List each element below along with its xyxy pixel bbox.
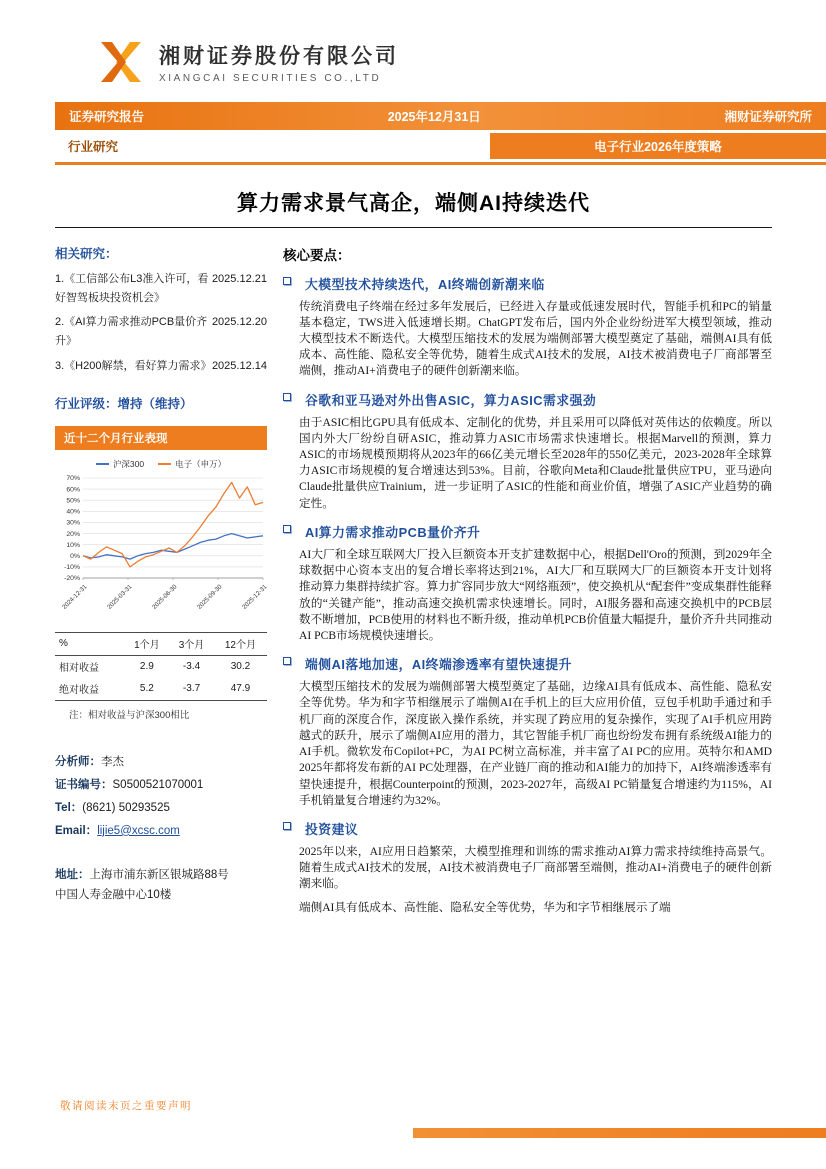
svg-text:40%: 40%	[66, 508, 80, 516]
col-header: 1个月	[134, 640, 160, 652]
sidebar	[55, 244, 267, 923]
section-llm-iteration	[299, 274, 772, 380]
table-row	[55, 655, 267, 678]
tel-line	[55, 797, 267, 820]
col-header: %	[59, 638, 68, 650]
svg-text:60%: 60%	[66, 486, 80, 494]
report-date: 2025年12月31日	[387, 110, 481, 124]
svg-text:2024-12-31: 2024-12-31	[61, 583, 89, 611]
table-note: 注：相对收益与沪深300相比	[69, 709, 190, 721]
square-bullet-icon	[283, 277, 291, 285]
cell: 30.2	[230, 661, 251, 673]
footer-disclaimer: 敬请阅读末页之重要声明	[60, 1100, 192, 1112]
cert-line	[55, 774, 267, 797]
analyst-line	[55, 751, 267, 774]
svg-text:30%: 30%	[66, 519, 80, 527]
col-header: 3个月	[178, 640, 205, 652]
related-research-item	[55, 313, 267, 352]
section-header-text: 大模型技术持续迭代，AI终端创新潮来临	[305, 276, 545, 292]
report-category-label: 行业研究	[68, 140, 119, 154]
related-research-date: 2025.12.20	[211, 316, 267, 328]
core-points-heading: 核心要点：	[283, 247, 351, 263]
email-link[interactable]: lijie5@xcsc.com	[97, 824, 180, 837]
related-research-item	[55, 270, 267, 309]
section-header-text: 谷歌和亚马逊对外出售ASIC，算力ASIC需求强劲	[305, 392, 597, 408]
section-asic-demand	[299, 390, 772, 512]
related-research-date: 2025.12.21	[211, 272, 267, 285]
section-edge-ai	[299, 654, 772, 809]
performance-line-chart	[55, 472, 267, 624]
cell: 47.9	[230, 683, 251, 695]
legend-label: 电子（申万）	[175, 458, 227, 469]
address-line1	[55, 865, 267, 886]
cert-number: S0500521070001	[112, 778, 204, 791]
square-bullet-icon	[283, 657, 291, 665]
report-title: 算力需求景气高企，端侧AI持续迭代	[237, 191, 590, 215]
chart-header-strip: 近十二个月行业表现	[55, 426, 267, 450]
header-band-row2	[55, 133, 826, 159]
square-bullet-icon	[283, 393, 291, 401]
analyst-info	[55, 751, 267, 843]
performance-table	[55, 632, 267, 701]
section-header	[283, 522, 772, 541]
hs300-line-swatch	[96, 463, 109, 465]
header-band-row1	[55, 102, 826, 130]
header-band	[55, 102, 826, 165]
row-label: 绝对收益	[59, 685, 99, 697]
square-bullet-icon	[283, 822, 291, 830]
company-name-en: XIANGCAI SECURITIES CO.,LTD	[159, 73, 382, 84]
svg-text:2025-03-31: 2025-03-31	[106, 583, 134, 611]
report-type-label: 证券研究报告	[69, 110, 145, 124]
col-header: 12个月	[224, 640, 256, 652]
related-research-title: 2.《AI算力需求推动PCB量价齐升》	[55, 316, 208, 348]
main-content	[283, 244, 772, 923]
address-block	[55, 865, 267, 906]
svg-text:50%: 50%	[66, 497, 80, 505]
section-paragraph: 2025年以来，AI应用日趋繁荣，大模型推理和训练的需求推动AI算力需求持续维持高景气。随着生成式AI技术的发展，AI技术被消费电子厂商部署至端侧，推动AI+消费电子的硬件创新潮来临。	[299, 844, 772, 891]
cell: 2.9	[139, 661, 154, 673]
section-pcb-growth	[299, 522, 772, 644]
related-research-date: 2025.12.14	[211, 359, 267, 372]
svg-text:0%: 0%	[70, 552, 80, 560]
svg-text:10%: 10%	[66, 541, 80, 549]
tel-label: Tel：	[55, 801, 83, 814]
svg-text:2025-12-31: 2025-12-31	[241, 583, 269, 611]
svg-text:70%: 70%	[66, 474, 80, 482]
company-name-block	[159, 40, 399, 84]
section-header-text: 端侧AI落地加速，AI终端渗透率有望快速提升	[305, 657, 572, 673]
section-header	[283, 654, 772, 673]
cell: 5.2	[139, 683, 154, 695]
section-header	[283, 274, 772, 293]
email-label: Email：	[55, 824, 98, 837]
address-label: 地址：	[55, 868, 90, 881]
cell: -3.7	[182, 683, 201, 695]
industry-rating: 行业评级：增持（维持）	[55, 396, 193, 411]
section-header	[283, 819, 772, 838]
table-header-row	[55, 632, 267, 655]
tel-number: (8621) 50293525	[82, 801, 170, 814]
legend-item-electronics	[158, 458, 226, 470]
svg-text:-20%: -20%	[64, 574, 80, 582]
svg-text:20%: 20%	[66, 530, 80, 538]
legend-item-hs300	[96, 458, 144, 470]
section-paragraph: AI大厂和全球互联网大厂投入巨额资本开支扩建数据中心，根据Dell'Oro的预测，到2029年全球数据中心资本支出的复合增长率将达到21%，AI大厂和互联网大厂的巨额资本开支计划将推动算力集群持续扩容。算力扩容同步放大“网络瓶颈”，使交换机从“配套件”变成集群性能释放的“关键产能”，推动高速交换机需求快速增长。同时，AI服务器和高速交换机中的PCB层数不断增加，PCB使用的材料也不断升级，推动单机PCB价值量大幅提升，量价齐升共同推动AI PCB市场规模快速增长。	[299, 547, 772, 642]
chart-legend	[55, 458, 267, 470]
analyst-label: 分析师：	[55, 755, 101, 768]
cell: -3.4	[182, 661, 201, 673]
strategy-badge: 电子行业2026年度策略	[490, 133, 826, 159]
svg-text:2025-06-30: 2025-06-30	[151, 583, 179, 611]
svg-text:2025-09-30: 2025-09-30	[196, 583, 224, 611]
xiangcai-logo-icon	[95, 36, 147, 88]
svg-text:-10%: -10%	[64, 563, 80, 571]
address-line2: 中国人寿金融中心10楼	[55, 889, 172, 902]
section-paragraph: 由于ASIC相比GPU具有低成本、定制化的优势，并且采用可以降低对英伟达的依赖度。所以国内外大厂纷纷自研ASIC，推动算力ASIC市场需求快速增长。根据Marvell的预测，算力ASIC的市场规模预期将从2023年的66亿美元增长至2028年的550亿美元，2023-2028年全球算力ASIC市场规模的复合增速达到53%。目前，谷歌向Meta和Claude批量供应TPU，亚马逊向Claude批量供应Trainium，进一步证明了ASIC的性能和商业价值，增强了ASIC产业趋势的确定性。	[299, 415, 772, 510]
section-paragraph: 传统消费电子终端在经过多年发展后，已经进入存量或低速发展时代，智能手机和PC的销量基本稳定，TWS进入低速增长期。ChatGPT发布后，国内外企业纷纷进军大模型领域，推动大模型技术不断迭代。大模型压缩技术的发展为端侧部署大模型奠定了基础，端侧AI具有低成本、高性能、隐私安全等优势，随着生成式AI技术的发展，AI技术被消费电子厂商部署至端侧，推动AI+消费电子的硬件创新潮来临。	[299, 299, 772, 378]
legend-label: 沪深300	[112, 458, 145, 469]
related-research-title: 1.《工信部公布L3准入许可，看好智驾板块投资机会》	[55, 272, 209, 304]
company-logo	[0, 0, 826, 88]
section-paragraph: 端侧AI具有低成本、高性能、隐私安全等优势，华为和字节相继展示了端	[299, 900, 671, 914]
section-header	[283, 390, 772, 409]
section-investment-advice	[299, 819, 772, 916]
square-bullet-icon	[283, 525, 291, 533]
address-value: 上海市浦东新区银城路88号	[89, 868, 229, 881]
footer-orange-bar	[413, 1128, 826, 1138]
two-column-layout	[0, 228, 826, 923]
email-line	[55, 820, 267, 843]
table-row	[55, 678, 267, 701]
related-research-heading: 相关研究：	[55, 246, 118, 261]
electronics-line-swatch	[158, 463, 171, 465]
research-institute-label: 湘财证券研究所	[724, 110, 812, 124]
header-rule	[55, 162, 826, 165]
section-header-text: AI算力需求推动PCB量价齐升	[305, 524, 481, 540]
analyst-name: 李杰	[101, 755, 124, 768]
row-label: 相对收益	[59, 663, 99, 675]
performance-chart	[55, 458, 267, 624]
company-name-cn: 湘财证券股份有限公司	[159, 45, 399, 68]
related-research-item	[55, 357, 267, 376]
section-header-text: 投资建议	[305, 821, 359, 837]
section-paragraph: 大模型压缩技术的发展为端侧部署大模型奠定了基础，边缘AI具有低成本、高性能、隐私安全等优势。华为和字节相继展示了端侧AI在手机上的巨大应用价值，豆包手机助手通过和手机厂商的深度合作，深度嵌入操作系统，并实现了跨应用的复杂操作，实现了AI手机应用跨越式的跃升，展示了端侧AI应用的潜力，其它智能手机厂商也纷纷发布拥有系统级AI能力的AI手机。微软发布Copilot+PC，为AI PC树立高标准，并丰富了AI PC的应用。英特尔和AMD 2025年都将发布新的AI PC处理器，在产业链厂商的推动和AI能力的加持下，AI终端渗透率有望快速提升，根据Counterpoint的预测，2023-2027年，高级AI PC销量复合增速约为115%，AI手机销量复合增速约为32%。	[299, 680, 772, 807]
cert-label: 证书编号：	[55, 778, 113, 791]
related-research-title: 3.《H200解禁，看好算力需求》	[55, 359, 212, 372]
